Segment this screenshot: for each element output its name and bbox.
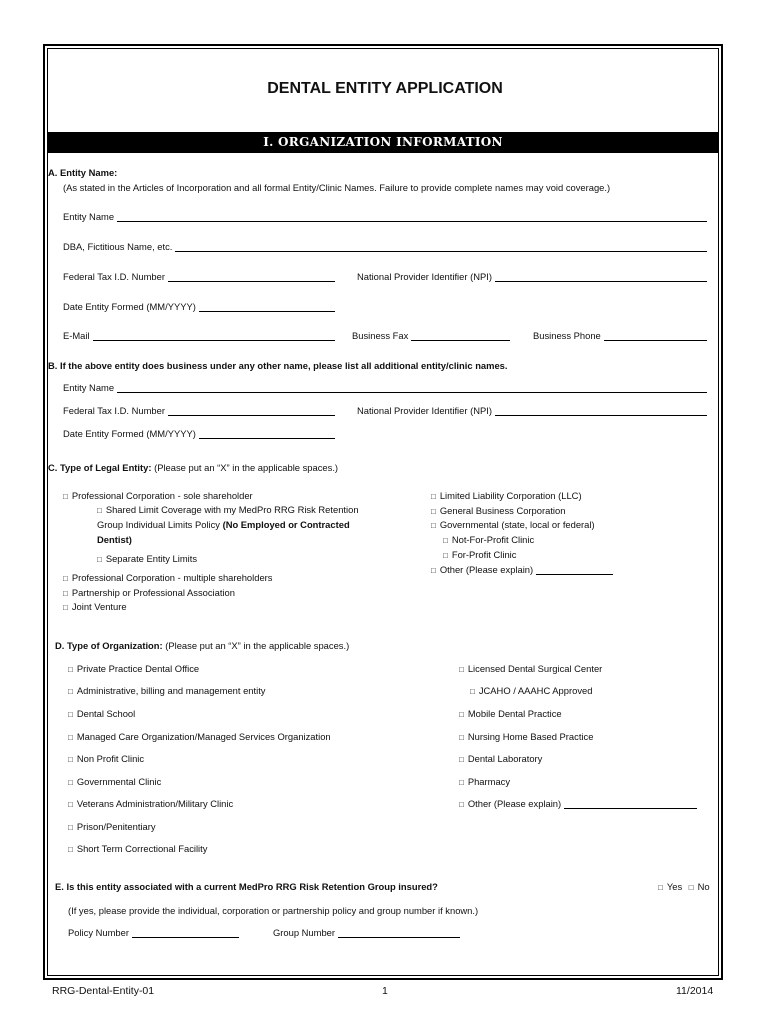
checkbox-icon[interactable]: □ [68, 800, 73, 809]
email-field[interactable] [63, 330, 335, 341]
checkbox-icon[interactable]: □ [431, 566, 436, 575]
checkbox-icon[interactable]: □ [459, 778, 464, 787]
governmental-label: Governmental (state, local or federal) [439, 519, 595, 530]
shared-limit-line2-plain: Group Individual Limits Policy [97, 519, 223, 530]
other-legal-label: Other (Please explain) [439, 564, 534, 575]
b-npi-label: National Provider Identifier (NPI) [357, 405, 492, 416]
org-option-label: Dental Laboratory [467, 753, 543, 764]
pc-sole-label: Professional Corporation - sole shareholder [71, 490, 253, 501]
checkbox-icon[interactable]: □ [459, 755, 464, 764]
footer-page-number: 1 [382, 985, 388, 997]
b-tax-id-label: Federal Tax I.D. Number [63, 405, 165, 416]
b-npi-field[interactable] [357, 405, 707, 416]
entity-name-label: Entity Name [63, 211, 115, 222]
general-business-label: General Business Corporation [439, 505, 566, 516]
section-c-instruction: (Please put an “X” in the applicable spaces.) [154, 462, 339, 473]
org-option-label: Pharmacy [467, 776, 511, 787]
b-date-formed-field[interactable] [63, 428, 335, 439]
org-option-dental-school[interactable] [68, 708, 135, 719]
org-option-surgical-center[interactable] [459, 663, 602, 674]
checkbox-icon[interactable]: □ [68, 710, 73, 719]
business-fax-field[interactable] [352, 330, 510, 341]
shared-limit-line3: Dentist) [97, 534, 132, 545]
org-option-label: Private Practice Dental Office [76, 663, 200, 674]
section-b-heading: B. If the above entity does business under any other name, please list all additional entity/clinic names. [48, 360, 508, 371]
org-option-prison[interactable] [68, 821, 156, 832]
checkbox-general-business[interactable] [431, 505, 565, 516]
checkbox-shared-limit[interactable] [97, 504, 359, 515]
shared-limit-line2-bold: (No Employed or Contracted [222, 519, 350, 530]
checkbox-icon[interactable]: □ [97, 555, 102, 564]
org-option-label: Non Profit Clinic [76, 753, 145, 764]
org-option-veterans[interactable] [68, 798, 233, 809]
checkbox-icon[interactable]: □ [63, 492, 68, 501]
for-profit-label: For-Profit Clinic [451, 549, 517, 560]
section-d-instruction: (Please put an “X” in the applicable spaces.) [165, 640, 350, 651]
checkbox-icon[interactable]: □ [459, 733, 464, 742]
checkbox-icon[interactable]: □ [443, 551, 448, 560]
checkbox-other-legal[interactable] [431, 564, 613, 575]
tax-id-label: Federal Tax I.D. Number [63, 271, 165, 282]
org-option-label: Mobile Dental Practice [467, 708, 562, 719]
org-option-label: Prison/Penitentiary [76, 821, 156, 832]
section-a-note: (As stated in the Articles of Incorporation and all formal Entity/Clinic Names. Failure to provide complete names may void coverage.) [63, 182, 611, 193]
yes-no-options [658, 881, 710, 892]
business-fax-input[interactable] [411, 331, 510, 341]
org-option-private-practice[interactable] [68, 663, 199, 674]
b-date-formed-input[interactable] [199, 429, 335, 439]
npi-label: National Provider Identifier (NPI) [357, 271, 492, 282]
llc-label: Limited Liability Corporation (LLC) [439, 490, 582, 501]
policy-number-label: Policy Number [68, 927, 129, 938]
partnership-label: Partnership or Professional Association [71, 587, 235, 598]
section-c-heading: C. Type of Legal Entity: [48, 462, 152, 473]
checkbox-pc-multi[interactable] [63, 572, 272, 583]
checkbox-icon[interactable]: □ [459, 800, 464, 809]
yes-option[interactable] [658, 881, 682, 892]
org-other-input[interactable] [564, 799, 697, 809]
checkbox-icon[interactable]: □ [68, 845, 73, 854]
org-option-administrative[interactable] [68, 685, 265, 696]
org-option-label: Dental School [76, 708, 136, 719]
b-tax-id-input[interactable] [168, 406, 335, 416]
business-phone-field[interactable] [533, 330, 707, 341]
checkbox-pc-sole[interactable] [63, 490, 253, 501]
checkbox-icon[interactable]: □ [688, 883, 694, 892]
email-label: E-Mail [63, 330, 90, 341]
org-option-pharmacy[interactable] [459, 776, 510, 787]
tax-id-input[interactable] [168, 272, 335, 282]
org-option-laboratory[interactable] [459, 753, 542, 764]
org-option-other[interactable] [459, 798, 697, 809]
org-option-label: Licensed Dental Surgical Center [467, 663, 603, 674]
b-npi-input[interactable] [495, 406, 707, 416]
checkbox-icon[interactable]: □ [68, 687, 73, 696]
section-e-heading: E. Is this entity associated with a current MedPro RRG Risk Retention Group insured? [55, 881, 438, 892]
checkbox-icon[interactable]: □ [459, 665, 464, 674]
checkbox-icon[interactable]: □ [431, 492, 436, 501]
org-option-jcaho[interactable] [470, 685, 592, 696]
group-number-field[interactable] [273, 927, 460, 938]
org-option-label: Nursing Home Based Practice [467, 731, 594, 742]
npi-input[interactable] [495, 272, 707, 282]
checkbox-icon[interactable]: □ [68, 778, 73, 787]
checkbox-icon[interactable]: □ [97, 506, 102, 515]
checkbox-separate-limits[interactable] [97, 553, 197, 564]
section-d-heading-row [55, 640, 349, 651]
checkbox-for-profit[interactable] [443, 549, 516, 560]
checkbox-partnership[interactable] [63, 587, 235, 598]
npi-field[interactable] [357, 271, 707, 282]
checkbox-icon[interactable]: □ [63, 574, 68, 583]
dba-field[interactable] [63, 241, 707, 252]
org-option-mobile[interactable] [459, 708, 562, 719]
checkbox-governmental[interactable] [431, 519, 595, 530]
separate-limits-label: Separate Entity Limits [105, 553, 198, 564]
org-option-label: JCAHO / AAAHC Approved [478, 685, 593, 696]
b-date-formed-label: Date Entity Formed (MM/YYYY) [63, 428, 196, 439]
b-tax-id-field[interactable] [63, 405, 335, 416]
date-formed-label: Date Entity Formed (MM/YYYY) [63, 301, 196, 312]
section-c-heading-row [48, 462, 338, 473]
org-option-managed-care[interactable] [68, 731, 331, 742]
business-phone-input[interactable] [604, 331, 707, 341]
checkbox-icon[interactable]: □ [68, 755, 73, 764]
checkbox-icon[interactable]: □ [63, 603, 68, 612]
shared-limit-line2 [97, 519, 350, 530]
document-title: DENTAL ENTITY APPLICATION [267, 80, 503, 97]
org-option-non-profit[interactable] [68, 753, 144, 764]
checkbox-not-for-profit[interactable] [443, 534, 534, 545]
checkbox-icon[interactable]: □ [431, 521, 436, 530]
org-option-label: Administrative, billing and management entity [76, 685, 266, 696]
checkbox-icon[interactable]: □ [68, 823, 73, 832]
yes-label: Yes [666, 881, 683, 892]
org-option-governmental[interactable] [68, 776, 161, 787]
checkbox-icon[interactable]: □ [68, 665, 73, 674]
b-entity-name-input[interactable] [117, 383, 707, 393]
shared-limit-label: Shared Limit Coverage with my MedPro RRG Risk Retention [105, 504, 359, 515]
checkbox-icon[interactable]: □ [470, 687, 475, 696]
b-entity-name-field[interactable] [63, 382, 707, 393]
b-entity-name-label: Entity Name [63, 382, 115, 393]
org-option-correctional[interactable] [68, 843, 207, 854]
tax-id-field[interactable] [63, 271, 335, 282]
business-phone-label: Business Phone [533, 330, 601, 341]
checkbox-icon[interactable]: □ [459, 710, 464, 719]
email-input[interactable] [93, 331, 335, 341]
section-header: I. ORGANIZATION INFORMATION [48, 132, 718, 153]
checkbox-icon[interactable]: □ [443, 536, 448, 545]
org-option-label: Governmental Clinic [76, 776, 162, 787]
org-option-label: Other (Please explain) [467, 798, 562, 809]
section-a-heading: A. Entity Name: [48, 167, 118, 178]
section-d-heading: D. Type of Organization: [55, 640, 163, 651]
checkbox-icon[interactable]: □ [68, 733, 73, 742]
joint-venture-label: Joint Venture [71, 601, 127, 612]
group-number-input[interactable] [338, 928, 460, 938]
dba-label: DBA, Fictitious Name, etc. [63, 241, 173, 252]
org-option-label: Managed Care Organization/Managed Services Organization [76, 731, 331, 742]
checkbox-icon[interactable]: □ [431, 507, 436, 516]
footer-form-id: RRG-Dental-Entity-01 [52, 985, 155, 997]
dba-input[interactable] [175, 242, 707, 252]
section-e-note: (If yes, please provide the individual, corporation or partnership policy and group number if known.) [68, 905, 479, 916]
group-number-label: Group Number [273, 927, 336, 938]
other-legal-input[interactable] [536, 565, 613, 575]
checkbox-llc[interactable] [431, 490, 582, 501]
checkbox-icon[interactable]: □ [63, 589, 68, 598]
business-fax-label: Business Fax [352, 330, 409, 341]
no-option[interactable] [689, 881, 710, 892]
date-formed-field[interactable] [63, 301, 335, 312]
org-option-label: Short Term Correctional Facility [76, 843, 208, 854]
entity-name-input[interactable] [117, 212, 707, 222]
policy-number-field[interactable] [68, 927, 239, 938]
pc-multi-label: Professional Corporation - multiple shareholders [71, 572, 273, 583]
no-label: No [697, 881, 710, 892]
entity-name-field[interactable] [63, 211, 707, 222]
not-for-profit-label: Not-For-Profit Clinic [451, 534, 535, 545]
footer-date: 11/2014 [676, 985, 714, 997]
date-formed-input[interactable] [199, 302, 335, 312]
checkbox-joint-venture[interactable] [63, 601, 127, 612]
checkbox-icon[interactable]: □ [658, 883, 663, 892]
org-option-label: Veterans Administration/Military Clinic [76, 798, 234, 809]
policy-number-input[interactable] [132, 928, 239, 938]
org-option-nursing-home[interactable] [459, 731, 593, 742]
